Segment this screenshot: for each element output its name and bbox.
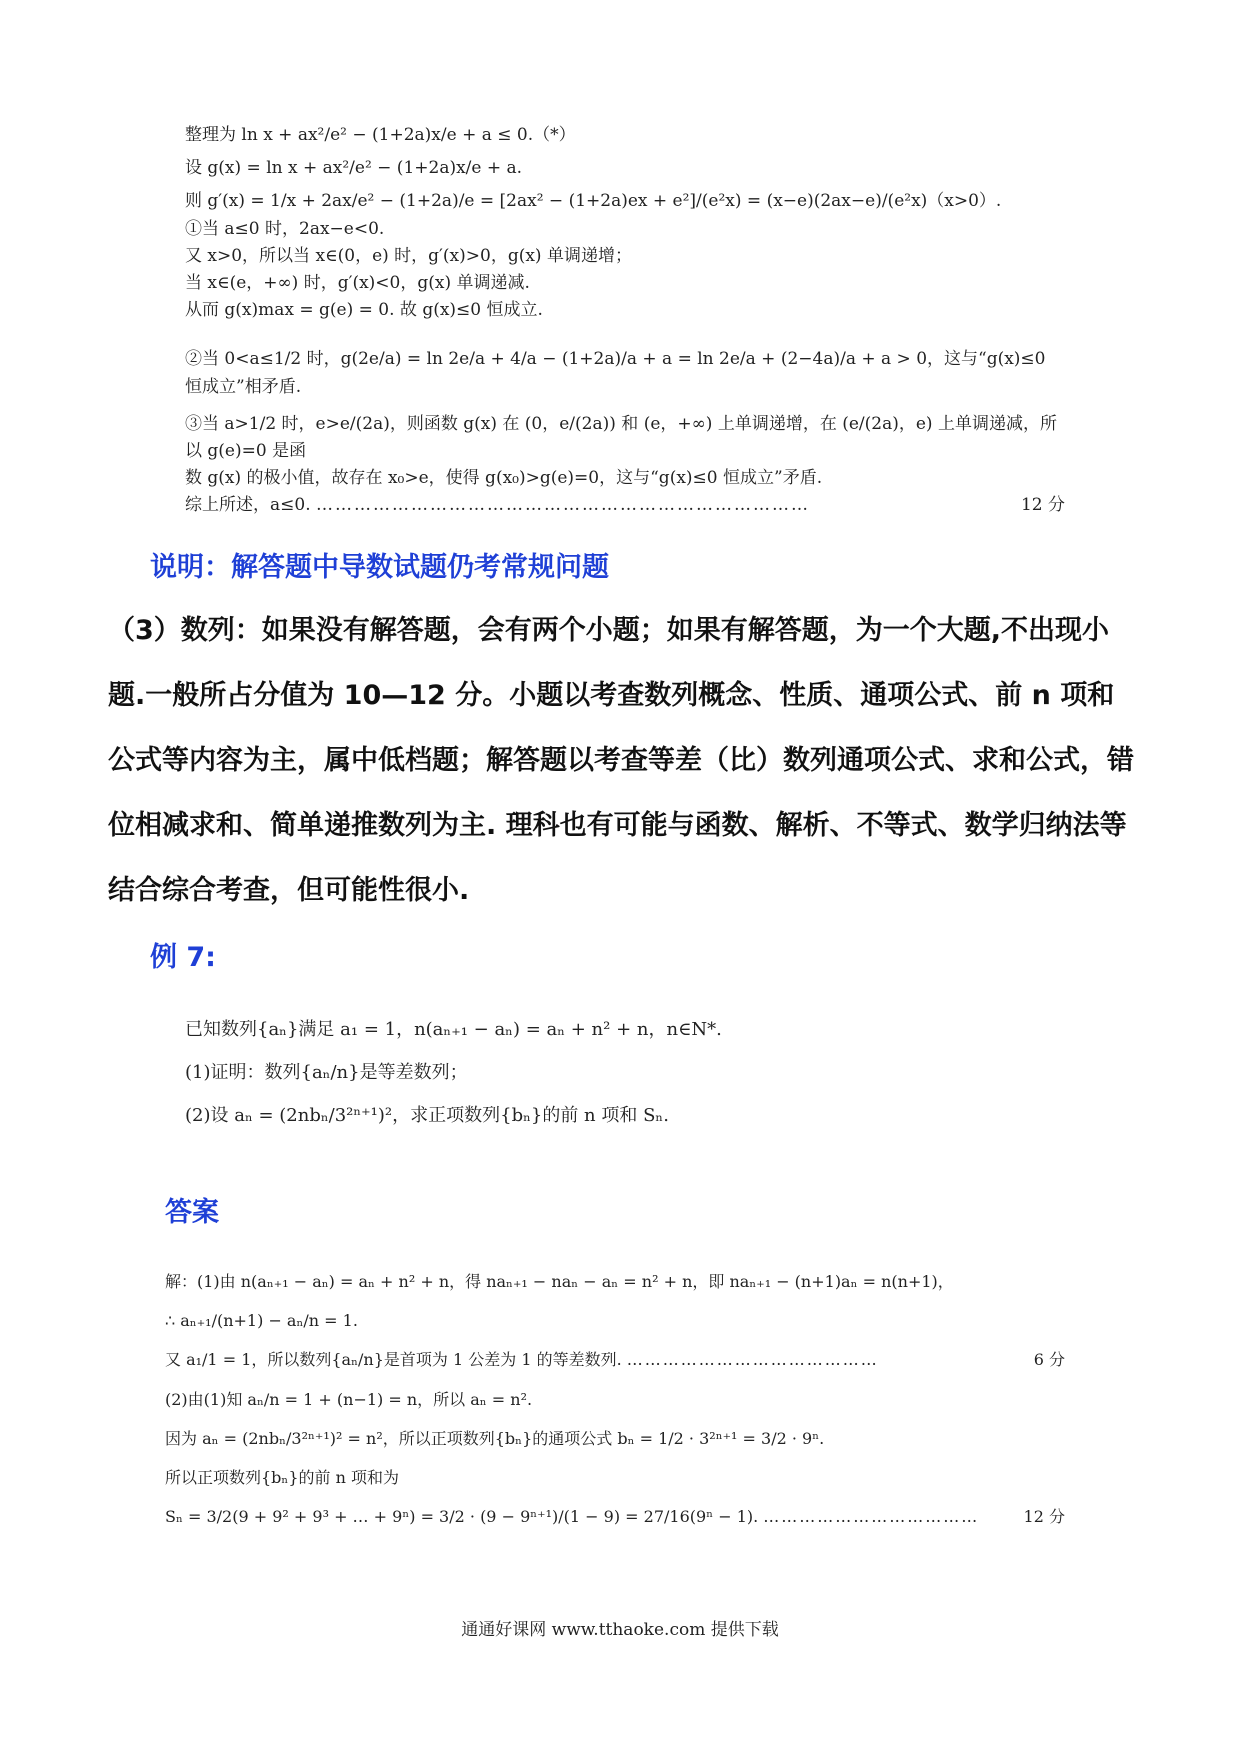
solution-line: ②当 0<a≤1/2 时，g(2e/a) = ln 2e/a + 4/a − (1+2a)/a + a = ln 2e/a + (2−4a)/a + a > 0，这与“g(x)≤0 恒成立”相矛盾. — [185, 349, 1046, 397]
answer-line: 所以正项数列{bₙ}的前 n 项和为 — [165, 1467, 400, 1487]
answer-line: 解：(1)由 n(aₙ₊₁ − aₙ) = aₙ + n² + n，得 naₙ₊₁ − naₙ − aₙ = n² + n，即 naₙ₊₁ − (n+1)aₙ = n(n+1)， — [165, 1272, 954, 1291]
dot-leader: …………………………………… — [626, 1350, 879, 1370]
solution-line: 从而 g(x)max = g(e) = 0. 故 g(x)≤0 恒成立. — [185, 300, 543, 321]
derivative-solution-block — [185, 122, 1065, 519]
solution-line: 当 x∈(e，+∞) 时，g′(x)<0，g(x) 单调递减. — [185, 272, 530, 293]
answer-block — [165, 1262, 1065, 1536]
score-label: 12 分 — [1020, 495, 1065, 516]
solution-line: 整理为 ln x + ax²/e² − (1+2a)x/e + a ≤ 0.（*） — [185, 125, 576, 145]
problem-block — [185, 1008, 1065, 1138]
solution-line — [185, 492, 1065, 519]
solution-line: 数 g(x) 的极小值，故存在 x₀>e，使得 g(x₀)>g(e)=0，这与“g(x)≤0 恒成立”矛盾. — [185, 468, 823, 489]
score-label: 12 分 — [1023, 1507, 1065, 1527]
score-label: 6 分 — [1033, 1350, 1065, 1370]
answer-line: (2)由(1)知 aₙ/n = 1 + (n−1) = n，所以 aₙ = n². — [165, 1389, 533, 1409]
example-label: 例 7: — [150, 942, 216, 973]
sequence-paragraph — [108, 598, 1138, 923]
conclusion-text: 综上所述，a≤0. — [185, 495, 311, 516]
answer-line — [165, 1340, 1065, 1379]
paragraph-text: （3）数列：如果没有解答题，会有两个小题；如果有解答题，为一个大题,不出现小题.一般所占分值为 10—12 分。小题以考查数列概念、性质、通项公式、前 n 项和公式等内容为主，属中低档题；解答题以考查等差（比）数列通项公式、求和公式，错位相减求和、简单递推数列为主. 理科也有可能与函数、解析、不等式、数学归纳法等结合综合考查，但可能性很小. — [108, 615, 1134, 906]
page-footer: 通通好课网 www.tthaoke.com 提供下载 — [461, 1620, 779, 1640]
dot-leader: ……………………………… — [763, 1507, 980, 1527]
answer-label: 答案 — [165, 1197, 219, 1228]
problem-line: 已知数列{aₙ}满足 a₁ = 1，n(aₙ₊₁ − aₙ) = aₙ + n² + n，n∈N*. — [185, 1019, 722, 1040]
answer-text: 又 a₁/1 = 1，所以数列{aₙ/n}是首项为 1 公差为 1 的等差数列. — [165, 1350, 622, 1370]
problem-line: (1)证明：数列{aₙ/n}是等差数列； — [185, 1062, 468, 1084]
problem-line: (2)设 aₙ = (2nbₙ/3²ⁿ⁺¹)²，求正项数列{bₙ}的前 n 项和 Sₙ. — [185, 1105, 669, 1127]
answer-line — [165, 1497, 1065, 1536]
solution-line: 又 x>0，所以当 x∈(0，e) 时，g′(x)>0，g(x) 单调递增； — [185, 245, 632, 266]
solution-line: ③当 a>1/2 时，e>e/(2a)，则函数 g(x) 在 (0，e/(2a)) 和 (e，+∞) 上单调递增，在 (e/(2a)，e) 上单调递减，所以 g(e)=0 是函 — [185, 413, 1057, 461]
solution-line: ①当 a≤0 时，2ax−e<0. — [185, 218, 385, 239]
dot-leader: …………………………………………………………………… — [316, 495, 811, 516]
answer-line: 因为 aₙ = (2nbₙ/3²ⁿ⁺¹)² = n²，所以正项数列{bₙ}的通项公式 bₙ = 1/2 · 3²ⁿ⁺¹ = 3/2 · 9ⁿ. — [165, 1428, 825, 1448]
note-heading: 说明：解答题中导数试题仍考常规问题 — [150, 552, 609, 583]
answer-line: ∴ aₙ₊₁/(n+1) − aₙ/n = 1. — [165, 1311, 358, 1331]
solution-line: 设 g(x) = ln x + ax²/e² − (1+2a)x/e + a. — [185, 158, 523, 179]
answer-text: Sₙ = 3/2(9 + 9² + 9³ + … + 9ⁿ) = 3/2 · (9 − 9ⁿ⁺¹)/(1 − 9) = 27/16(9ⁿ − 1). — [165, 1507, 759, 1527]
solution-line: 则 g′(x) = 1/x + 2ax/e² − (1+2a)/e = [2ax² − (1+2a)ex + e²]/(e²x) = (x−e)(2ax−e)/(e²x)（x>0）. — [185, 191, 1002, 212]
